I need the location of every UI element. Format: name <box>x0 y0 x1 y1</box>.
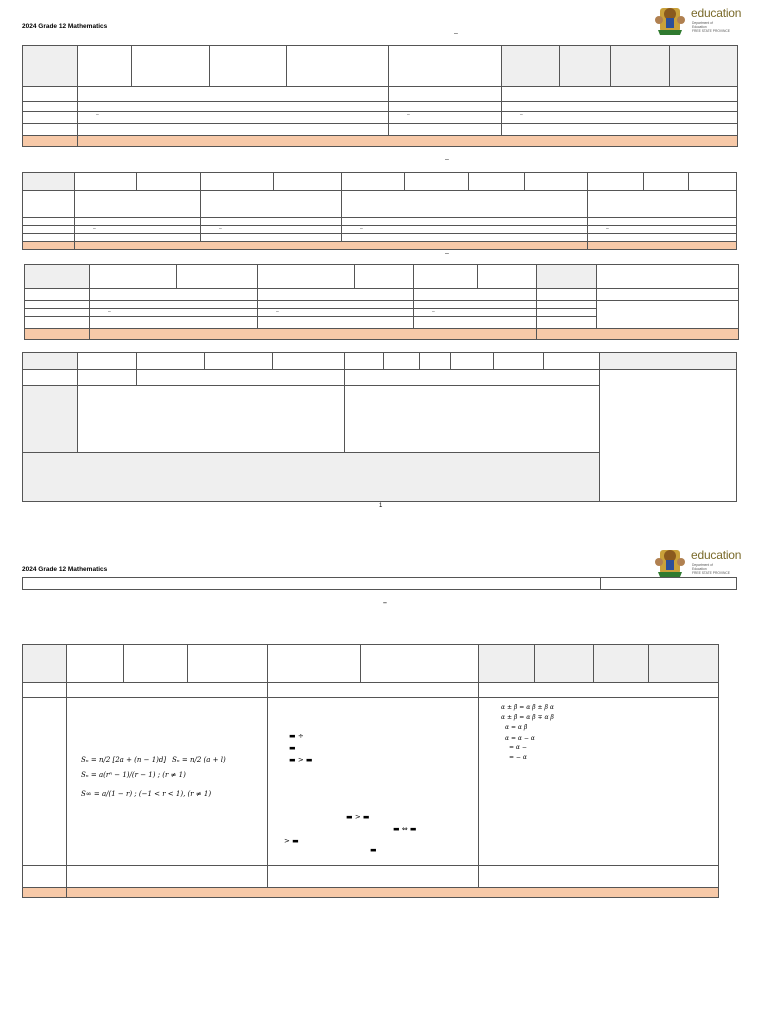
identity-line: = − α <box>509 754 527 761</box>
page-header-title: 2024 Grade 12 Mathematics <box>22 566 108 573</box>
page-header-title: 2024 Grade 12 Mathematics <box>22 23 108 30</box>
formula-geometric-sum: Sₙ = a(rⁿ − 1)/(r − 1) ; (r ≠ 1) <box>81 771 186 779</box>
logo-brand-text: education <box>691 6 742 20</box>
dash-mark: – <box>383 600 387 607</box>
formula-arithmetic-sum: Sₙ = n/2 [2a + (n − 1)d] <box>81 756 167 764</box>
dash-mark: – <box>454 30 458 37</box>
math-fragment: ▬ <box>289 744 296 752</box>
math-fragment: ▬ ⇔ ▬ <box>393 825 417 833</box>
logo-brand-text: education <box>691 548 742 562</box>
dash-mark: – <box>445 250 449 257</box>
logo-subtext: Department of Education FREE STATE PROVINCE <box>692 563 730 575</box>
logo-subtext: Department of Education FREE STATE PROVINCE <box>692 21 730 33</box>
page-number: 1 <box>379 503 383 509</box>
math-fragment: ▬ <box>370 846 377 854</box>
table-5-strip <box>22 577 737 590</box>
math-fragment: ▬ ÷ <box>289 732 304 740</box>
table-4 <box>22 352 737 502</box>
identity-line: α = α β <box>505 724 528 731</box>
formula-arithmetic-sum-alt: Sₙ = n/2 (a + l) <box>172 756 226 764</box>
identity-line: = α − <box>509 744 527 751</box>
education-logo <box>654 2 742 43</box>
table-3: – – – <box>24 264 739 340</box>
math-fragment: ▬ > ▬ <box>346 813 370 821</box>
table-1: – – – <box>22 45 738 147</box>
formula-sum-to-infinity: S∞ = a/(1 − r) ; (−1 < r < 1), (r ≠ 1) <box>81 790 212 798</box>
identity-line: α ± β = α β ∓ α β <box>501 714 554 721</box>
math-fragment: ▬ > ▬ <box>289 756 313 764</box>
math-fragment: > ▬ <box>284 837 299 845</box>
dash-mark: – <box>445 156 449 163</box>
table-2: – – – – <box>22 172 737 250</box>
identity-line: α = α − α <box>505 735 535 742</box>
identity-line: α ± β = α β ± β α <box>501 704 554 711</box>
